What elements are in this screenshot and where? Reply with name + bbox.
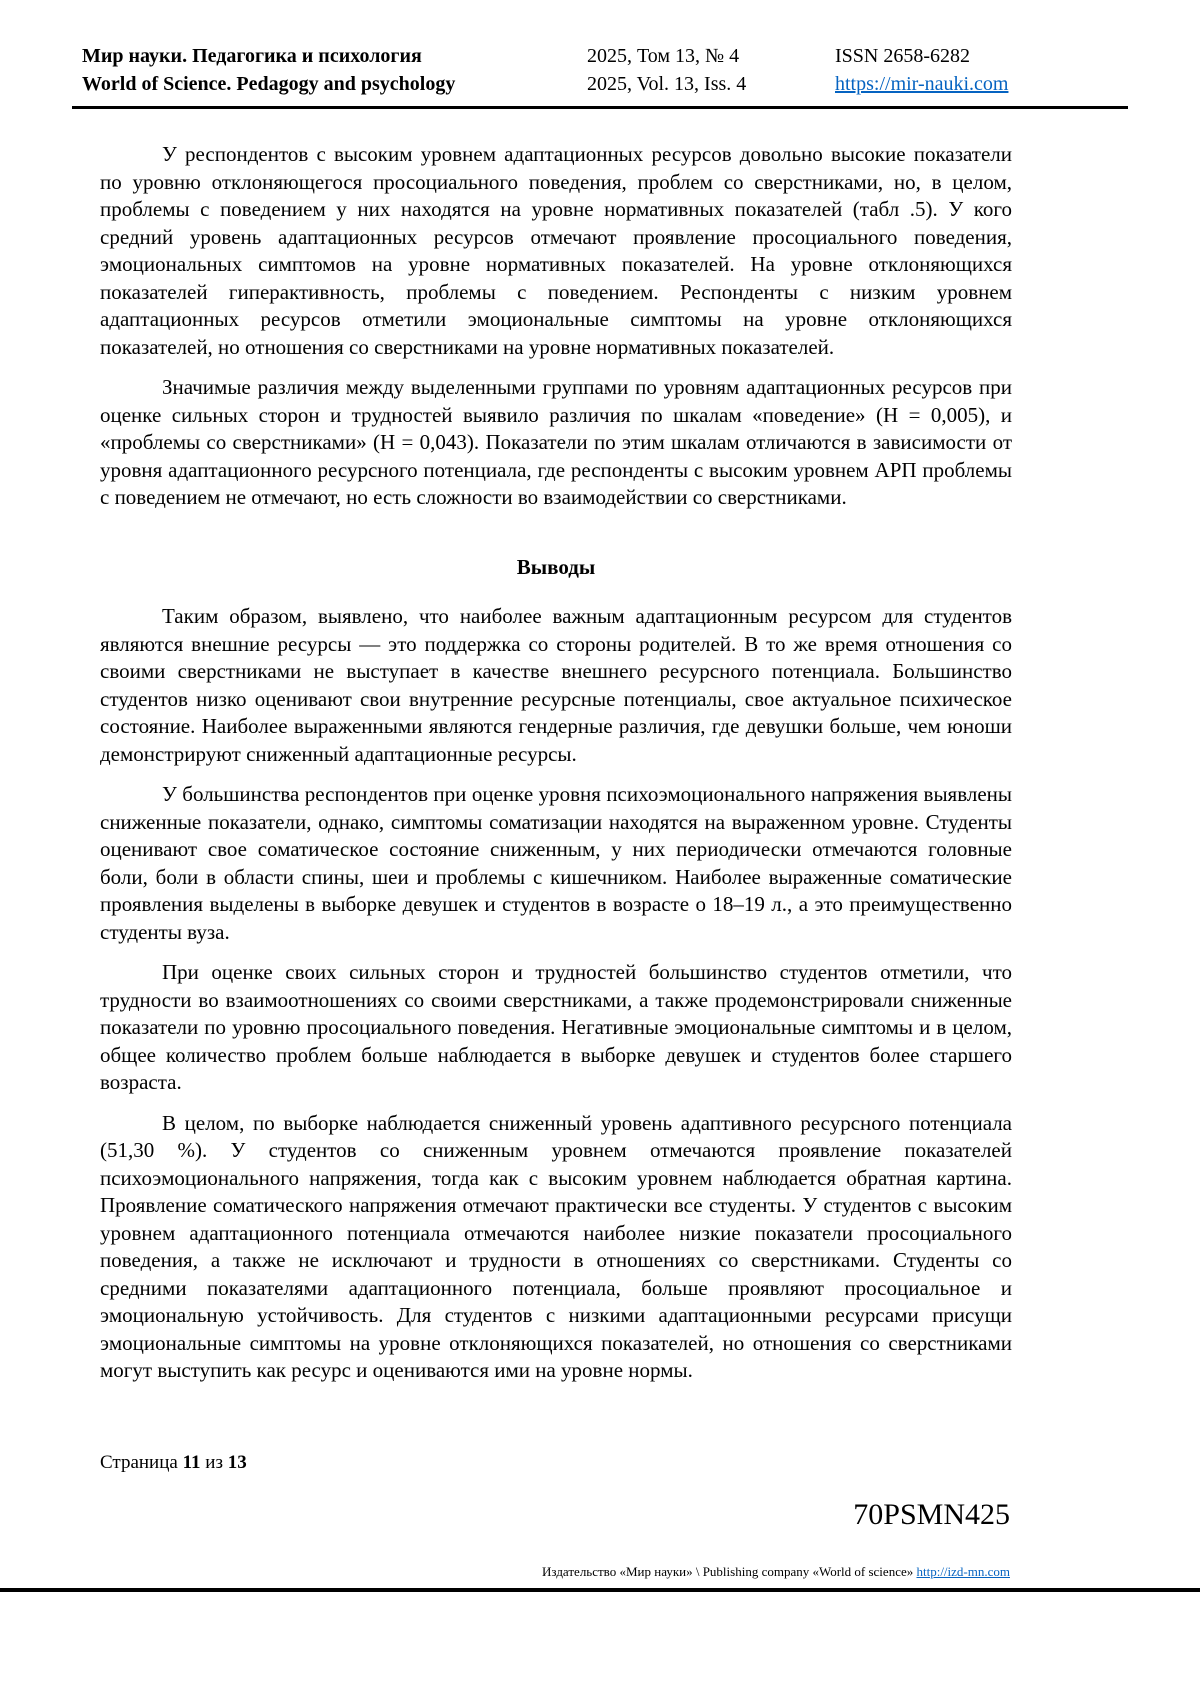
paragraph-1: У респондентов с высоким уровнем адаптационных ресурсов довольно высокие показатели по уровню отклоняющегося просоциального поведения, проблем со сверстниками, но, в целом, проблемы с поведением у них находятся на уровне нормативных показателей (табл .5). У кого средний уровень адаптационных ресурсов отмечают проявление просоциального поведения, эмоциональных симптомов на уровне нормативных показателей. На уровне отклоняющихся показателей гиперактивность, проблемы с поведением. Респонденты с низким уровнем адаптационных ресурсов отметили эмоциональные симптомы на уровне отклоняющихся показателей, но отношения со сверстниками на уровне нормативных показателей.: [100, 142, 1012, 359]
page-number: [100, 1452, 247, 1474]
journal-website-row: [835, 70, 1118, 98]
page-total: 13: [227, 1452, 247, 1473]
page-label: Страница: [100, 1452, 178, 1473]
article-body: [100, 141, 1012, 1385]
page-current: 11: [182, 1452, 201, 1473]
issue-info-ru: 2025, Том 13, № 4: [587, 45, 740, 67]
issue-info-block: [587, 42, 835, 98]
issn-block: [835, 42, 1118, 98]
page-content: [82, 0, 1118, 1385]
bottom-rule: [0, 1588, 1200, 1592]
paragraph-2: Значимые различия между выделенными группами по уровням адаптационных ресурсов при оценке сильных сторон и трудностей выявило различия по шкалам «поведение» (Н = 0,005), и «проблемы со сверстниками» (Н = 0,043). Показатели по этим шкалам отличаются в зависимости от уровня адаптационного ресурсного потенциала, где респонденты с высоким уровнем АРП проблемы с поведением не отмечают, но есть сложности во взаимодействии со сверстниками.: [100, 375, 1012, 509]
paragraph-4: У большинства респондентов при оценке уровня психоэмоционального напряжения выявлены сниженные показатели, однако, симптомы соматизации находятся на выраженном уровне. Студенты оценивают свое соматическое состояние сниженным, у них периодически отмечаются головные боли, боли в области спины, шеи и проблемы с кишечником. Наиболее выраженные соматические проявления выделены в выборке девушек и студентов в возрасте о 18–19 л., а это преимущественно студенты вуза.: [100, 782, 1012, 944]
journal-website-link[interactable]: https://mir-nauki.com: [835, 73, 1009, 95]
issue-info-en: 2025, Vol. 13, Iss. 4: [587, 73, 747, 95]
paragraph-3: Таким образом, выявлено, что наиболее важным адаптационным ресурсом для студентов являются внешние ресурсы — это поддержка со стороны родителей. В то же время отношения со своими сверстниками не выступает в качестве внешнего ресурсного потенциала. Большинство студентов низко оценивают свои внутренние ресурсные потенциалы, свое актуальное психическое состояние. Наиболее выраженными являются гендерные различия, где девушки больше, чем юноши демонстрируют сниженный адаптационные ресурсы.: [100, 604, 1012, 766]
journal-title-block: [82, 42, 587, 98]
issn-label: ISSN 2658-6282: [835, 45, 971, 67]
page-of-word: из: [205, 1452, 223, 1473]
publisher-line: [542, 1564, 1010, 1580]
journal-header: [82, 42, 1118, 98]
paragraph-5: При оценке своих сильных сторон и трудностей большинство студентов отметили, что трудности во взаимоотношениях со своими сверстниками, а также продемонстрировали сниженные показатели по уровню просоциального поведения. Негативные эмоциональные симптомы и в целом, общее количество проблем больше наблюдается в выборке девушек и студентов более старшего возраста.: [100, 960, 1012, 1094]
journal-title-ru: Мир науки. Педагогика и психология: [82, 45, 422, 67]
publisher-link[interactable]: http://izd-mn.com: [916, 1564, 1010, 1579]
article-id: 70PSMN425: [853, 1498, 1010, 1531]
paragraph-6: В целом, по выборке наблюдается сниженный уровень адаптивного ресурсного потенциала (51,30 %). У студентов со сниженным уровнем отмечаются проявление показателей психоэмоционального напряжения, тогда как с высоким уровнем наблюдается обратная картина. Проявление соматического напряжения отмечают практически все студенты. У студентов с высоким уровнем адаптационного потенциала отмечаются наиболее низкие показатели просоциального поведения, а также не исключают и трудности в отношениях со сверстниками. Студенты со средними показателями адаптационного потенциала, больше проявляют просоциальное и эмоциональную устойчивость. Для студентов с низкими адаптационными ресурсами присущи эмоциональные симптомы на уровне отклоняющихся показателей, но отношения со сверстниками могут выступить как ресурс и оцениваются ими на уровне нормы.: [100, 1110, 1012, 1382]
section-heading-conclusions: Выводы: [516, 554, 596, 579]
journal-title-en: World of Science. Pedagogy and psychology: [82, 73, 456, 95]
publisher-text: Издательство «Мир науки» \ Publishing company «World of science»: [542, 1564, 914, 1579]
header-divider: [72, 106, 1128, 109]
